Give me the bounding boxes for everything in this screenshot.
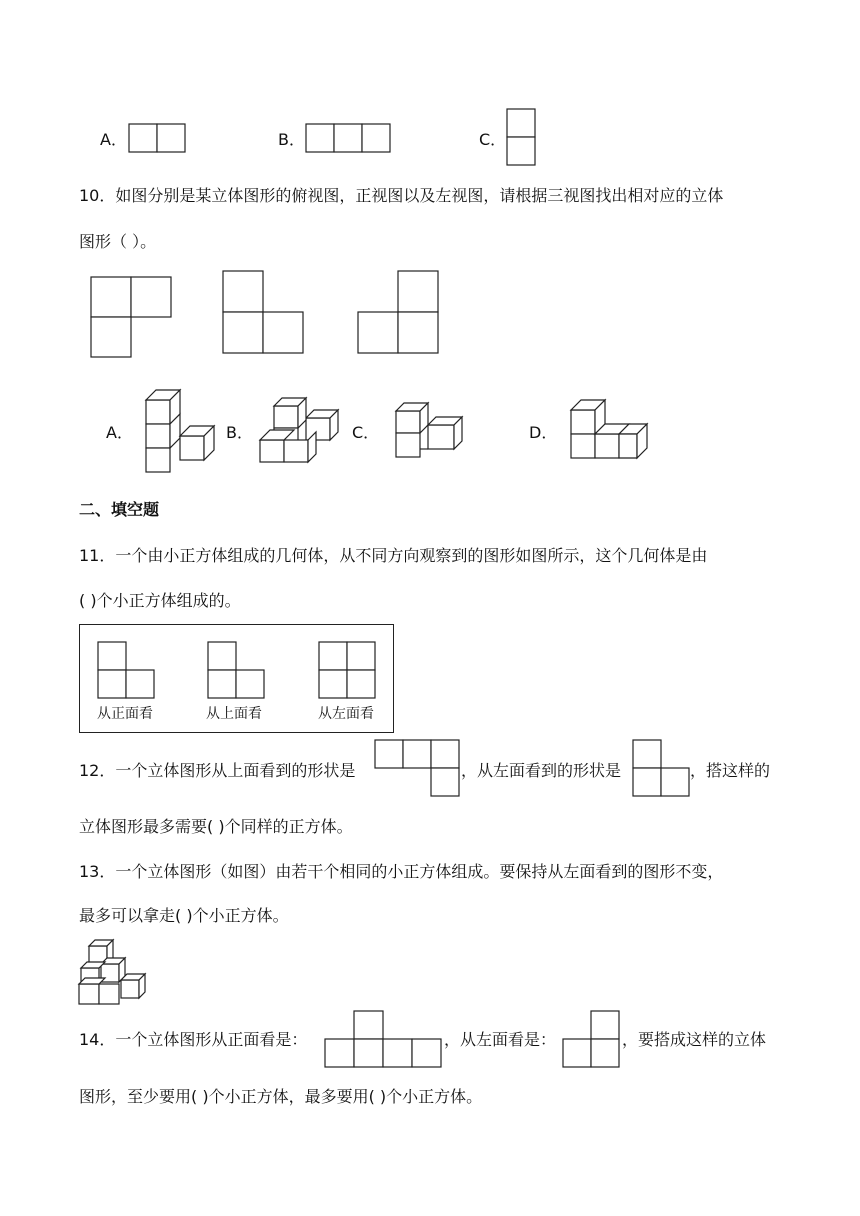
q9-option-c-figure [507, 109, 537, 167]
q11-caption-front: 从正面看 [97, 706, 153, 722]
q10-top-view [91, 277, 175, 361]
q10-stem-line1: 10．如图分别是某立体图形的俯视图，正视图以及左视图，请根据三视图找出相对应的立体 [79, 186, 724, 205]
q10-option-c-solid [396, 403, 470, 461]
q9-option-a-label: A． [100, 130, 127, 149]
q10-left-view [358, 271, 442, 355]
q14-stem-line2: 图形，至少要用( )个小正方体，最多要用( )个小正方体。 [79, 1087, 483, 1106]
q14-left-shape [563, 1011, 623, 1069]
q10-option-a-label: A． [106, 423, 133, 442]
q12-left-shape [633, 740, 693, 798]
q10-option-b-solid [260, 396, 348, 466]
q13-stem-line1: 13．一个立体图形（如图）由若干个相同的小正方体组成。要保持从左面看到的图形不变， [79, 862, 724, 881]
q14-stem-part1: 14．一个立体图形从正面看是： [79, 1030, 308, 1049]
q11-left-view [319, 642, 379, 702]
q14-stem-part3: ，要搭成这样的立体 [622, 1030, 767, 1049]
q9-option-b-figure [306, 124, 392, 154]
q12-top-shape [375, 740, 463, 798]
q10-front-view [223, 271, 307, 355]
q11-stem-line1: 11．一个由小正方体组成的几何体，从不同方向观察到的图形如图所示，这个几何体是由 [79, 546, 708, 565]
section-title-fill-in: 二、填空题 [79, 500, 160, 519]
q10-option-b-label: B． [226, 423, 253, 442]
q12-stem-line2: 立体图形最多需要( )个同样的正方体。 [79, 817, 353, 836]
q13-stem-line2: 最多可以拿走( )个小正方体。 [79, 906, 289, 925]
q14-stem-part2: ，从左面看是： [444, 1030, 557, 1049]
q10-option-d-label: D． [529, 423, 558, 442]
q9-option-a-figure [129, 124, 187, 154]
q10-option-a-solid [146, 390, 226, 472]
q10-option-d-solid [571, 400, 651, 460]
q11-stem-line2: ( )个小正方体组成的。 [79, 591, 241, 610]
q9-option-c-label: C． [479, 130, 507, 149]
q14-front-shape [325, 1011, 443, 1069]
q11-front-view [98, 642, 158, 702]
q11-caption-top: 从上面看 [206, 706, 262, 722]
q12-stem-part1: 12．一个立体图形从上面看到的形状是 [79, 761, 356, 780]
q11-top-view [208, 642, 268, 702]
q12-stem-part2: ，从左面看到的形状是 [461, 761, 622, 780]
q10-option-c-label: C． [352, 423, 380, 442]
q11-caption-left: 从左面看 [318, 706, 374, 722]
q12-stem-part3: ，搭这样的 [690, 761, 771, 780]
q9-option-b-label: B． [278, 130, 305, 149]
q10-stem-line2: 图形（ ）。 [79, 232, 157, 251]
q13-solid-figure [79, 938, 151, 1006]
